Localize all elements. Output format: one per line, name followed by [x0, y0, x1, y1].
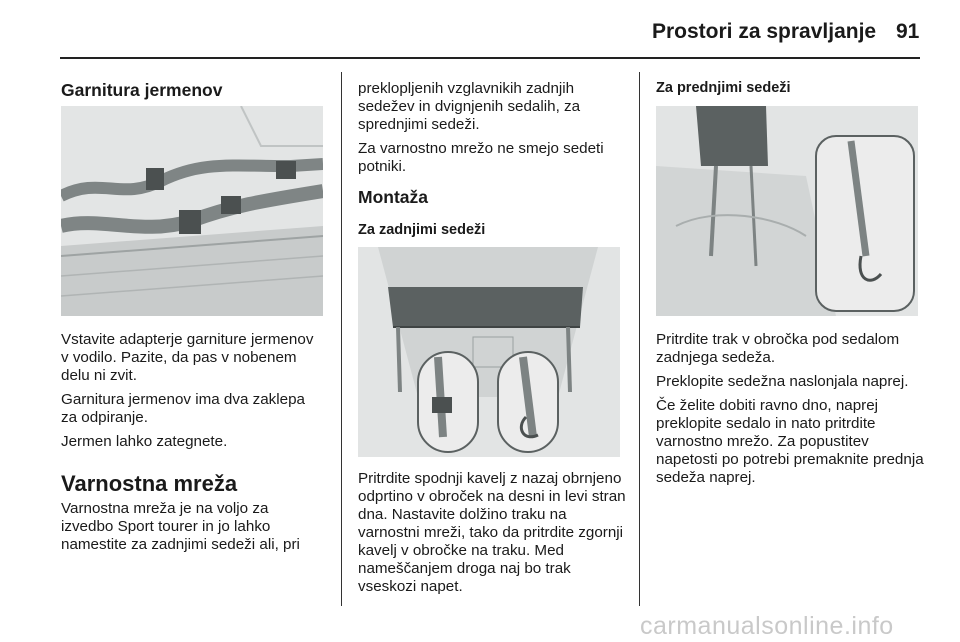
section-heading: Varnostna mreža: [61, 471, 238, 496]
paragraph: Če želite dobiti ravno dno, naprej preklopite sedalo in nato pritrdite varnostno mrežo. Za popustitev napetosti po potrebi premaknite prednja sedeža naprej.: [656, 397, 924, 486]
paragraph: Pritrdite spodnji kavelj z nazaj obrnjeno odprtino v obroček na desni in levi stran dna. Nastavite dolžino traku na varnostni mreži, tako da pritrdite zgornji kavelj v obročke na traku. Med nameščanjem droga naj bo trak vseskozi napet.: [358, 470, 626, 595]
net-behind-front-seats-illustration: [656, 106, 918, 316]
column-divider: [639, 72, 640, 606]
header-divider: [60, 57, 920, 59]
paragraph: Za varnostno mrežo ne smejo sedeti potniki.: [358, 140, 604, 175]
page-number: 91: [896, 20, 920, 43]
paragraph: Preklopite sedežna naslonjala naprej.: [656, 373, 909, 390]
subheading: Za prednjimi sedeži: [656, 80, 791, 96]
paragraph: Varnostna mreža je na voljo za izvedbo Sport tourer in jo lahko namestite za zadnjimi sedeži ali, pri: [61, 500, 300, 553]
paragraph: Vstavite adapterje garniture jermenov v vodilo. Pazite, da pas v nobenem delu ni zvit.: [61, 331, 314, 384]
belt-set-illustration: [61, 106, 323, 316]
paragraph: Pritrdite trak v obročka pod sedalom zadnjega sedeža.: [656, 331, 900, 366]
section-heading: Garnitura jermenov: [61, 80, 223, 100]
net-behind-rear-seats-illustration: [358, 247, 620, 457]
column-divider: [341, 72, 342, 606]
page-header: [0, 0, 960, 60]
watermark: carmanualsonline.info: [640, 612, 894, 640]
paragraph: preklopljenih vzglavnikih zadnjih sedežev in dvignjenih sedalih, za sprednjimi sedeži.: [358, 80, 581, 133]
paragraph: Jermen lahko zategnete.: [61, 433, 228, 450]
page-title: Prostori za spravljanje: [652, 20, 877, 43]
subheading: Za zadnjimi sedeži: [358, 222, 486, 238]
section-heading: Montaža: [358, 187, 428, 207]
paragraph: Garnitura jermenov ima dva zaklepa za odpiranje.: [61, 391, 305, 426]
